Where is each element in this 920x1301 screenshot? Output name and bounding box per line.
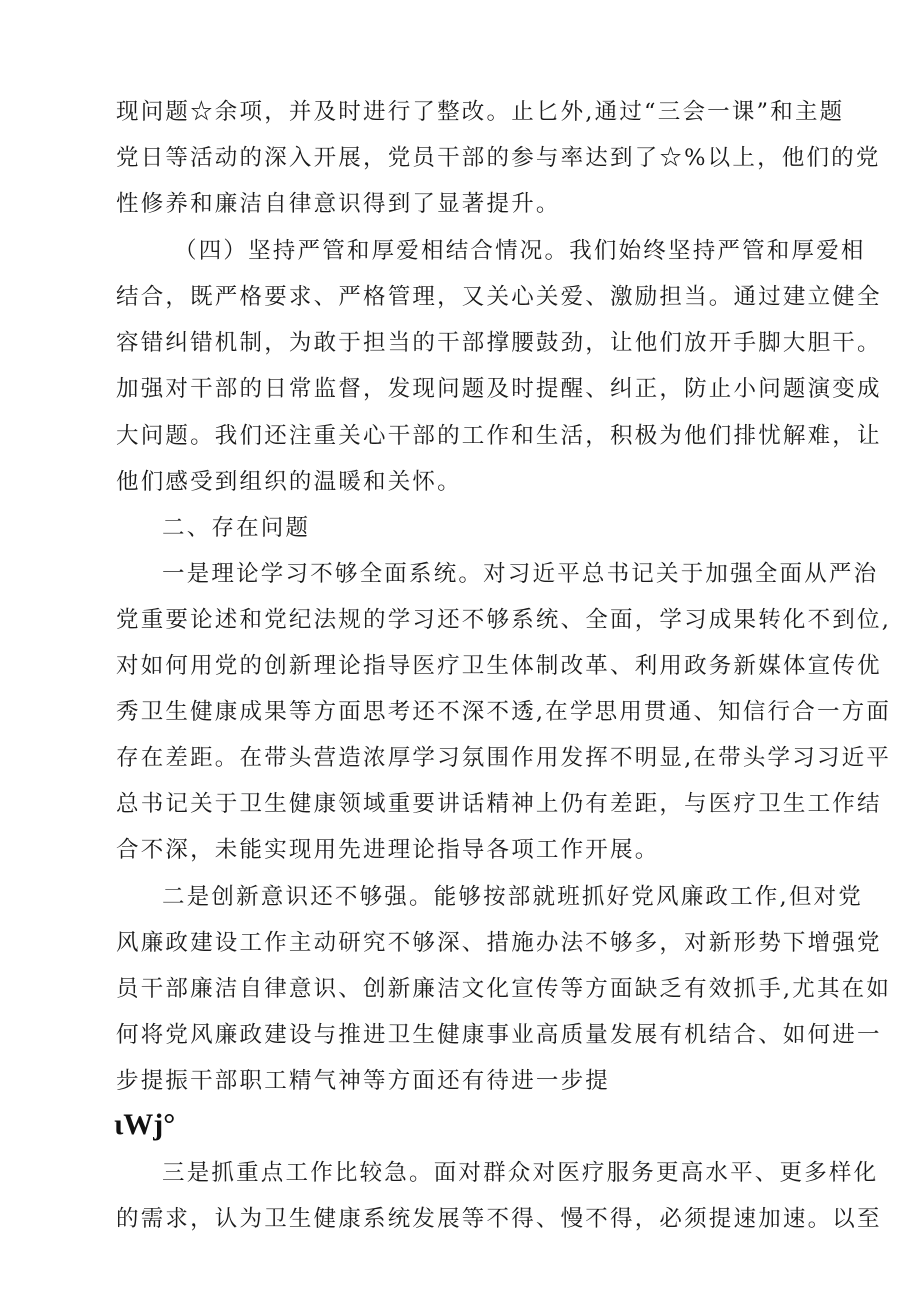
text-line: 存在差距。在带头营造浓厚学习氛围作用发挥不明显,在带头学习习近平 bbox=[116, 745, 892, 771]
text-line: 性修养和廉洁自律意识得到了显著提升。 bbox=[116, 191, 561, 217]
text-line: 二是创新意识还不够强。能够按部就班抓好党风廉政工作,但对党 bbox=[162, 884, 863, 910]
text-line: 的需求，认为卫生健康系统发展等不得、慢不得，必须提速加速。以至 bbox=[116, 1206, 882, 1232]
text-line: 容错纠错机制，为敢于担当的干部撑腰鼓劲，让他们放开手脚大胆干。 bbox=[116, 330, 882, 356]
text-line: 风廉政建设工作主动研究不够深、措施办法不够多，对新形势下增强党 bbox=[116, 930, 882, 956]
text-line: 总书记关于卫生健康领域重要讲话精神上仍有差距，与医疗卫生工作结 bbox=[116, 791, 882, 817]
text-line: 结合，既严格要求、严格管理，又关心关爱、激励担当。通过建立健全 bbox=[116, 284, 882, 310]
text-line: 三是抓重点工作比较急。面对群众对医疗服务更高水平、更多样化 bbox=[162, 1160, 879, 1186]
section-heading: 二、存在问题 bbox=[162, 515, 311, 541]
garbled-text: ιWj° bbox=[114, 1108, 176, 1141]
text-line: 党重要论述和党纪法规的学习还不够系统、全面，学习成果转化不到位, bbox=[116, 607, 892, 633]
text-line: 合不深，未能实现用先进理论指导各项工作开展。 bbox=[116, 837, 660, 863]
text-line: 现问题☆余项，并及时进行了整改。止匕外,通过“三会一课”和主题 bbox=[116, 99, 845, 125]
text-line: 对如何用党的创新理论指导医疗卫生体制改革、利用政务新媒体宣传优 bbox=[116, 653, 882, 679]
text-line: 步提振干部职工精气神等方面还有待进一步提 bbox=[116, 1068, 611, 1094]
text-line: 秀卫生健康成果等方面思考还不深不透,在学思用贯通、知信行合一方面 bbox=[116, 699, 892, 725]
text-line: 何将党风廉政建设与推进卫生健康事业高质量发展有机结合、如何进一 bbox=[116, 1022, 882, 1048]
text-line: 一是理论学习不够全面系统。对习近平总书记关于加强全面从严治 bbox=[162, 561, 879, 587]
text-line: 加强对干部的日常监督，发现问题及时提醒、纠正，防止小问题演变成 bbox=[116, 376, 882, 402]
text-line: 党日等活动的深入开展，党员干部的参与率达到了☆%以上，他们的党 bbox=[116, 145, 881, 171]
paragraph-heading: （四）坚持严管和厚爱相结合情况。我们始终坚持严管和厚爱相 bbox=[174, 238, 866, 264]
text-line: 大问题。我们还注重关心干部的工作和生活，积极为他们排忧解难，让 bbox=[116, 423, 882, 449]
text-line: 他们感受到组织的温暖和关怀。 bbox=[116, 469, 462, 495]
text-line: 员干部廉洁自律意识、创新廉洁文化宣传等方面缺乏有效抓手,尤其在如 bbox=[116, 976, 892, 1002]
